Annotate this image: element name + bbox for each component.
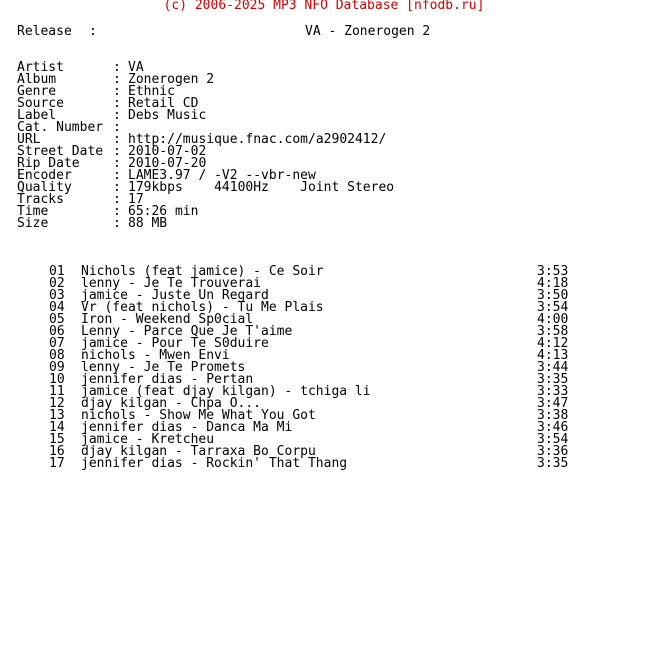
track-number: 15 — [49, 432, 65, 447]
track-title: djay kilgan - Tarraxa Bo Corpu — [81, 444, 316, 459]
info-sep: : — [113, 60, 121, 75]
track-title: Lenny - Parce Que Je T'aime — [81, 324, 293, 339]
track-duration: 4:18 — [537, 276, 569, 291]
info-value: 17 — [128, 192, 144, 207]
track-title: jennifer dias - Pertan — [81, 372, 254, 387]
info-key: Quality — [17, 180, 72, 195]
info-sep: : — [113, 180, 121, 195]
track-duration: 4:13 — [537, 348, 569, 363]
info-value: Debs Music — [128, 108, 207, 123]
info-value: 88 MB — [128, 216, 168, 231]
track-number: 06 — [49, 324, 65, 339]
info-sep: : — [113, 144, 121, 159]
info-key: Genre — [17, 84, 57, 99]
track-number: 12 — [49, 396, 65, 411]
site-banner: (c) 2006-2025 MP3 NFO Database [nfodb.ru] — [163, 0, 485, 13]
info-key: Tracks — [17, 192, 64, 207]
info-sep: : — [113, 72, 121, 87]
track-duration: 4:00 — [537, 312, 569, 327]
info-value: 2010-07-02 — [128, 144, 207, 159]
track-duration: 3:50 — [537, 288, 569, 303]
info-key: Size — [17, 216, 49, 231]
info-sep: : — [113, 120, 121, 135]
track-number: 13 — [49, 408, 65, 423]
track-number: 08 — [49, 348, 65, 363]
info-sep: : — [113, 168, 121, 183]
track-title: nichols - Show Me What You Got — [81, 408, 316, 423]
info-key: Artist — [17, 60, 64, 75]
info-value: 65:26 min — [128, 204, 199, 219]
track-number: 05 — [49, 312, 65, 327]
track-duration: 3:36 — [537, 444, 569, 459]
info-value: Ethnic — [128, 84, 175, 99]
info-key: Cat. Number — [17, 120, 104, 135]
track-duration: 3:47 — [537, 396, 569, 411]
info-sep: : — [113, 192, 121, 207]
track-title: lenny - Je Te Promets — [81, 360, 246, 375]
track-duration: 3:53 — [537, 264, 569, 279]
track-title: Nichols (feat jamice) - Ce Soir — [81, 264, 324, 279]
track-number: 11 — [49, 384, 65, 399]
info-value: 2010-07-20 — [128, 156, 207, 171]
track-duration: 3:54 — [537, 432, 569, 447]
info-key: Street Date — [17, 144, 104, 159]
info-key: Source — [17, 96, 64, 111]
track-number: 14 — [49, 420, 65, 435]
track-duration: 3:46 — [537, 420, 569, 435]
info-url: http://musique.fnac.com/a2902412/ — [128, 132, 387, 147]
info-key: Encoder — [17, 168, 72, 183]
track-duration: 3:44 — [537, 360, 569, 375]
track-title: nichols - Mwen Envi — [81, 348, 230, 363]
info-sep: : — [113, 96, 121, 111]
track-title: Vr (feat nichols) - Tu Me Plais — [81, 300, 324, 315]
release-sep: : — [89, 24, 97, 39]
track-duration: 3:33 — [537, 384, 569, 399]
track-number: 02 — [49, 276, 65, 291]
info-key: Album — [17, 72, 57, 87]
track-title: lenny - Je Te Trouverai — [81, 276, 262, 291]
track-title: Iron - Weekend Sp0cial — [81, 312, 254, 327]
info-key: URL — [17, 132, 41, 147]
info-sep: : — [113, 132, 121, 147]
track-number: 07 — [49, 336, 65, 351]
track-duration: 3:35 — [537, 372, 569, 387]
track-number: 04 — [49, 300, 65, 315]
release-title: VA - Zonerogen 2 — [305, 24, 431, 39]
track-title: jamice - Kretcheu — [81, 432, 215, 447]
track-title: jennifer dias - Rockin' That Thang — [81, 456, 348, 471]
info-value: VA — [128, 60, 144, 75]
info-value: Retail CD — [128, 96, 199, 111]
track-title: djay kilgan - Chpa O... — [81, 396, 262, 411]
track-duration: 3:58 — [537, 324, 569, 339]
track-duration: 4:12 — [537, 336, 569, 351]
track-number: 03 — [49, 288, 65, 303]
release-label: Release — [17, 24, 72, 39]
info-value: LAME3.97 / -V2 --vbr-new — [128, 168, 316, 183]
info-value: Zonerogen 2 — [128, 72, 215, 87]
info-key: Time — [17, 204, 49, 219]
track-number: 09 — [49, 360, 65, 375]
track-title: jennifer dias - Danca Ma Mi — [81, 420, 293, 435]
info-sep: : — [113, 84, 121, 99]
info-value: 179kbps 44100Hz Joint Stereo — [128, 180, 395, 195]
info-sep: : — [113, 204, 121, 219]
track-duration: 3:35 — [537, 456, 569, 471]
track-title: jamice (feat djay kilgan) - tchiga li — [81, 384, 371, 399]
track-number: 16 — [49, 444, 65, 459]
track-duration: 3:38 — [537, 408, 569, 423]
info-sep: : — [113, 108, 121, 123]
track-title: jamice - Pour Te S0duire — [81, 336, 269, 351]
track-title: jamice - Juste Un Regard — [81, 288, 269, 303]
info-sep: : — [113, 216, 121, 231]
info-key: Rip Date — [17, 156, 80, 171]
track-number: 17 — [49, 456, 65, 471]
info-key: Label — [17, 108, 57, 123]
track-duration: 3:54 — [537, 300, 569, 315]
track-number: 10 — [49, 372, 65, 387]
track-number: 01 — [49, 264, 65, 279]
info-sep: : — [113, 156, 121, 171]
